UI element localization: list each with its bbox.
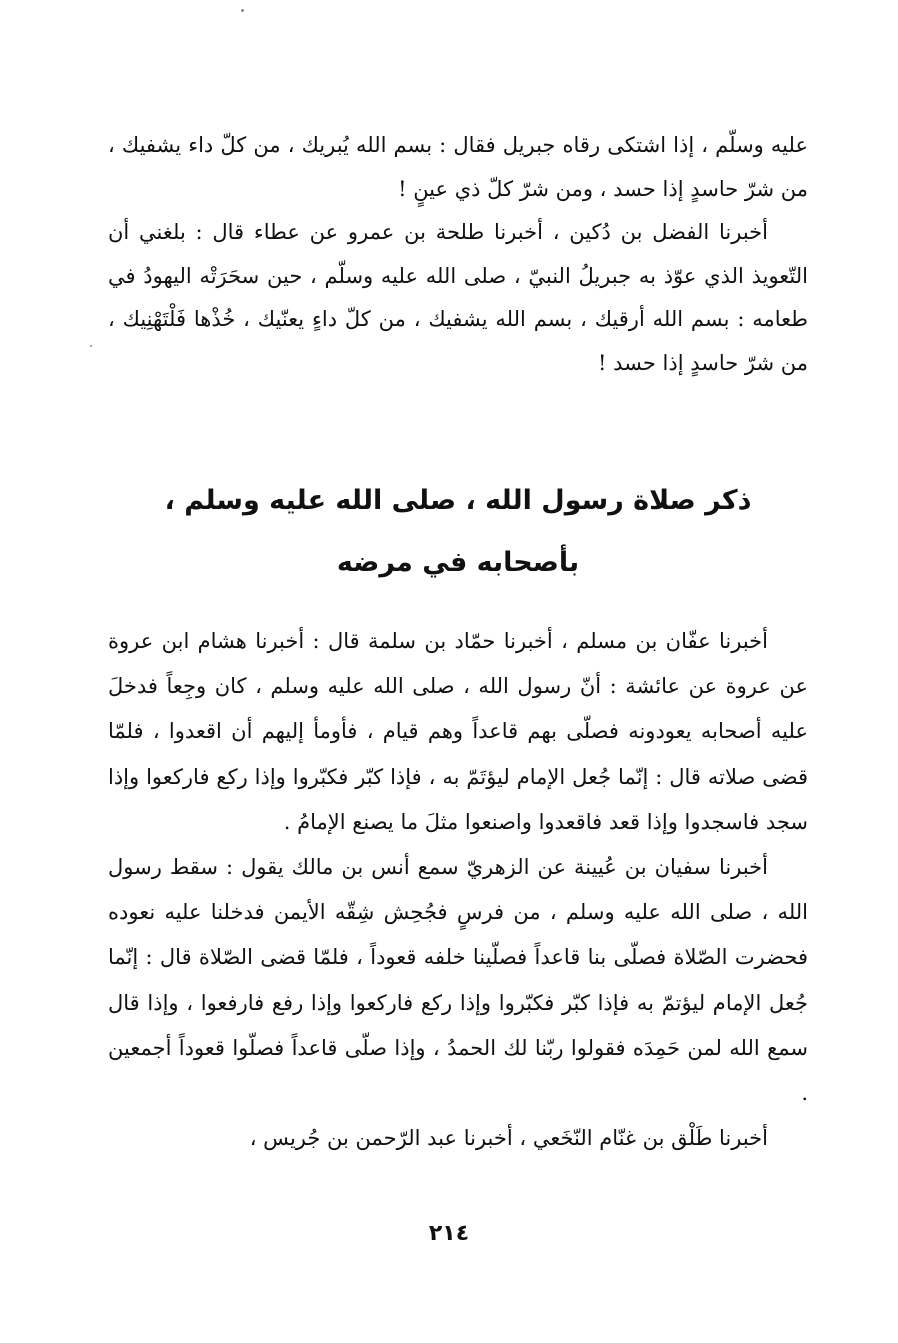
ink-speck xyxy=(90,345,92,347)
paragraph: أخبرنا عفّان بن مسلم ، أخبرنا حمّاد بن سلمة قال : أخبرنا هشام ابن عروة عن عروة عن عائشة : أنّ رسول الله ، صلى الله عليه وسلم ، كان وجِعاً فدخلَ عليه أصحابه يعودونه فصلّى بهم قاعداً وهم قيام ، فأومأ إليهم أن اقعدوا ، فلمّا قضى صلاته قال : إنّما جُعل الإمام ليؤتَمّ به ، فإذا كبّر فكبّروا وإذا ركع فاركعوا وإذا سجد فاسجدوا وإذا قعد فاقعدوا واصنعوا مثلَ ما يصنع الإمامُ . xyxy=(108,629,808,834)
ink-speck xyxy=(241,9,244,12)
page-number: ٢١٤ xyxy=(428,1221,470,1246)
paragraph: أخبرنا سفيان بن عُيينة عن الزهريّ سمع أنس بن مالك يقول : سقط رسول الله ، صلى الله عليه وسلم ، من فرسٍ فجُحِش شِقّه الأيمن فدخلنا عليه نعوده فحضرت الصّلاة فصلّى بنا قاعداً فصلّينا خلفه قعوداً ، فلمّا قضى الصّلاة قال : إنّما جُعل الإمام ليؤتمّ به فإذا كبّر فكبّروا وإذا ركع فاركعوا وإذا رفع فارفعوا ، وإذا قال سمع الله لمن حَمِدَه فقولوا ربّنا لك الحمدُ ، وإذا صلّى قاعداً فصلّوا قعوداً أجمعين . xyxy=(108,855,808,1106)
paragraph: أخبرنا طَلْق بن غنّام النّخَعي ، أخبرنا عبد الرّحمن بن جُريس ، xyxy=(249,1126,768,1151)
text-block-bottom xyxy=(108,619,808,1161)
section-heading-line-1: ذكر صلاة رسول الله ، صلى الله عليه وسلم ، xyxy=(164,485,752,516)
paragraph: أخبرنا الفضل بن دُكين ، أخبرنا طلحة بن عمرو عن عطاء قال : بلغني أن التّعويذ الذي عوّذ به جبريلُ النبيّ ، صلى الله عليه وسلّم ، حين سحَرَتْه اليهودُ في طعامه : بسم الله أرقيك ، بسم الله يشفيك ، من كلّ داءٍ يعنّيك ، خُذْها فَلْتَهْنِيك ، من شرّ حاسدٍ إذا حسد ! xyxy=(108,220,808,375)
section-heading-line-2: بأصحابه في مرضه xyxy=(336,547,580,578)
paragraph: عليه وسلّم ، إذا اشتكى رقاه جبريل فقال : بسم الله يُبريك ، من كلّ داء يشفيك ، من شرّ حاسدٍ إذا حسد ، ومن شرّ كلّ ذي عينٍ ! xyxy=(108,133,808,201)
text-block-top xyxy=(108,124,808,385)
